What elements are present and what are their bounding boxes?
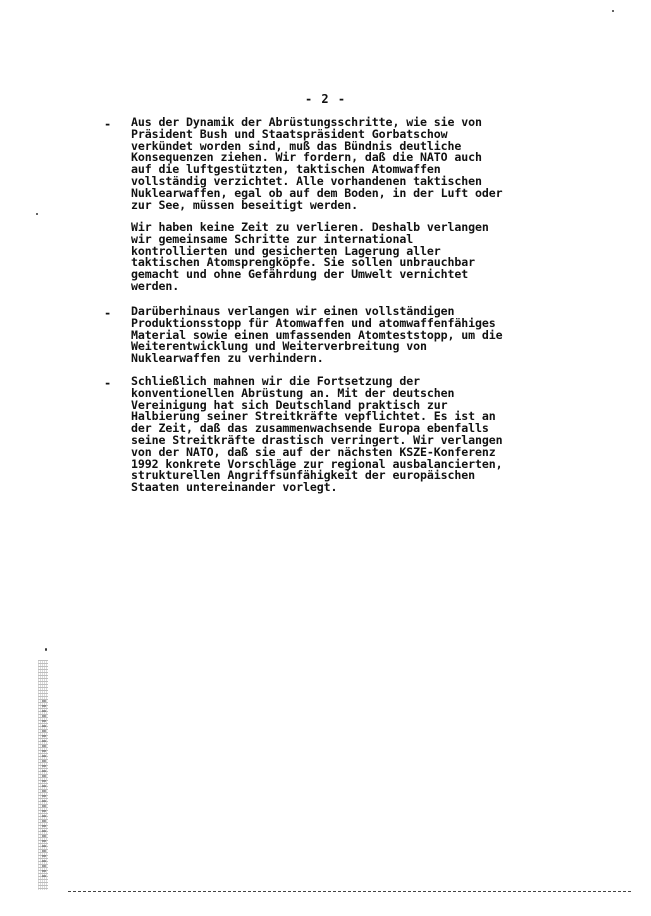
paragraph-produktionsstopp: Darüberhinaus verlangen wir einen vollständigen Produktionsstopp für Atomwaffen und atomwaffenfähiges Material sowie einen umfassenden Atomteststopp, um die Weiterentwicklung und Weiterverbreitung von Nuklearwaffen zu verhindern. — [131, 304, 503, 366]
paragraph-konventionelle-abruestung: Schließlich mahnen wir die Fortsetzung der konventionellen Abrüstung an. Mit der deutschen Vereinigung hat sich Deutschland praktisch zur Halbierung seiner Streitkräfte vepflichtet. Es ist an der Zeit, daß das zusammenwachsende Europa ebenfalls seine Streitkräfte drastisch verringert. Wir verlangen von der NATO, daß sie auf der nächsten KSZE-Konferenz 1992 konkrete Vorschläge zur regional ausbalancierten, strukturellen Angriffsunfähigkeit der europäischen Staaten untereinander vorlegt. — [131, 374, 503, 495]
bullet-dash: - — [104, 376, 112, 390]
scan-bottom-edge — [68, 891, 631, 892]
scan-speck — [45, 648, 47, 651]
scan-speck — [36, 213, 38, 215]
paragraph-abruestung-dynamik: Aus der Dynamik der Abrüstungsschritte, wie sie von Präsident Bush und Staatspräsident Gorbatschow verkündet worden sind, muß das Bündnis deutliche Konsequenzen ziehen. Wir fordern, daß die NATO auch auf die luftgestützten, taktischen Atomwaffen vollständig verzichtet. Alle vorhandenen taktischen Nuklearwaffen, egal ob auf dem Boden, in der Luft oder zur See, müssen beseitigt werden. — [131, 115, 503, 212]
bullet-dash: - — [104, 117, 112, 131]
bullet-dash: - — [104, 306, 112, 320]
scan-speck — [612, 10, 614, 12]
scan-edge-artifact — [42, 700, 46, 880]
page-number: - 2 - — [304, 92, 347, 106]
paragraph-keine-zeit: Wir haben keine Zeit zu verlieren. Deshalb verlangen wir gemeinsame Schritte zur international kontrollierten und gesicherten Lagerung aller taktischen Atomsprengköpfe. Sie sollen unbrauchbar gemacht und ohne Gefährdung der Umwelt vernichtet werden. — [131, 220, 489, 293]
